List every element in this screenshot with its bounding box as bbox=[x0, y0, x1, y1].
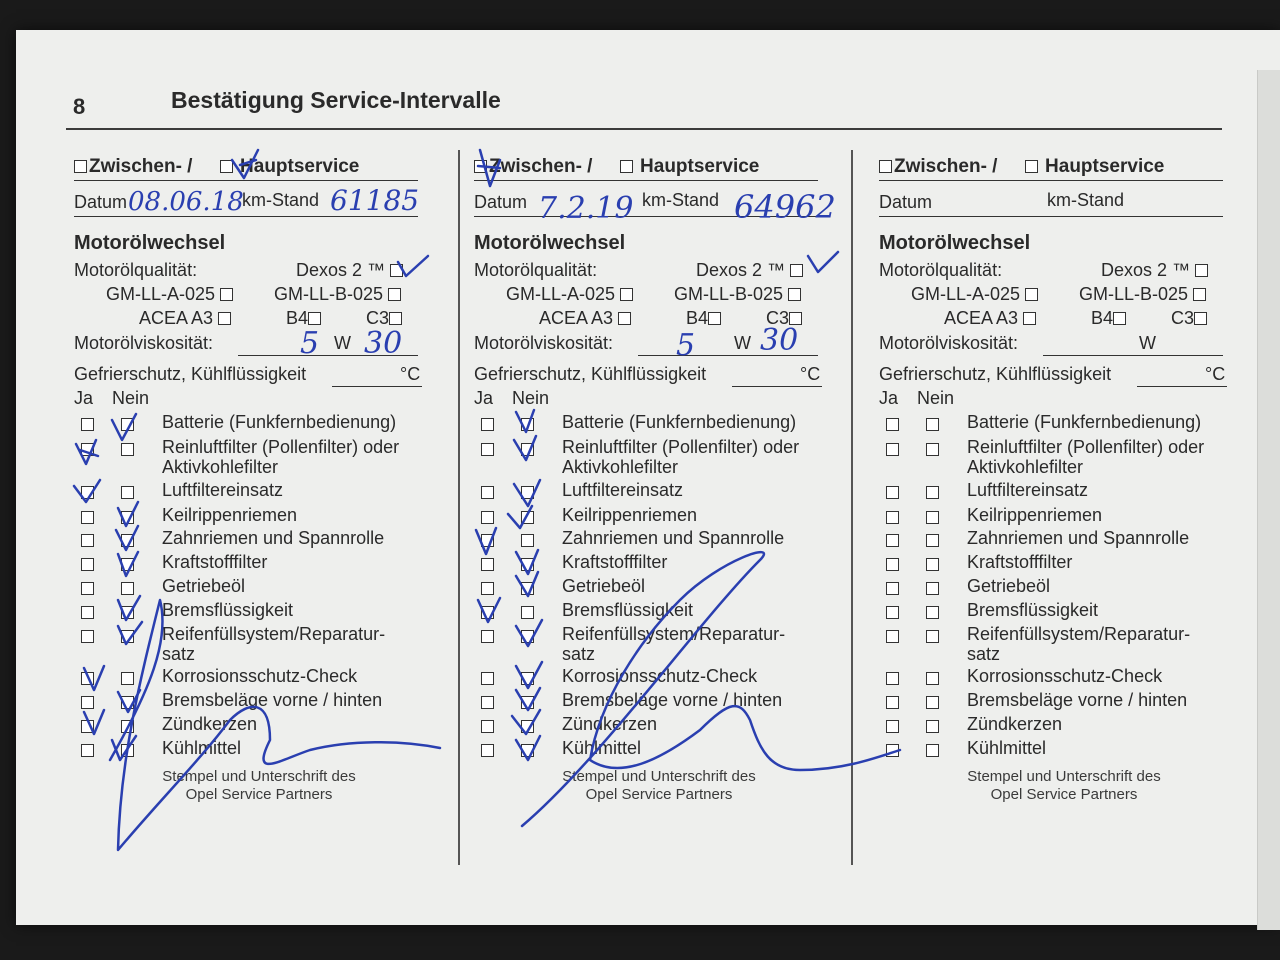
gm-a-label: GM-LL-A-025 bbox=[911, 284, 1021, 304]
antifreeze-line bbox=[332, 386, 422, 387]
item-label-reifenfuellsystem: Reifenfüllsystem/Reparatur- satz bbox=[162, 624, 386, 664]
stamp-caption bbox=[939, 768, 1189, 804]
ja-checkbox-reifenfuellsystem[interactable] bbox=[481, 630, 494, 643]
nein-label: Nein bbox=[112, 388, 150, 408]
antifreeze-line bbox=[1137, 386, 1227, 387]
nein-checkbox-zuendkerzen[interactable] bbox=[121, 720, 134, 733]
item-label-korrosionsschutz: Korrosionsschutz-Check bbox=[562, 666, 758, 686]
dexos-label: Dexos 2 ™ bbox=[296, 260, 386, 280]
dexos-label: Dexos 2 ™ bbox=[1101, 260, 1191, 280]
ja-checkbox-bremsfluessigkeit[interactable] bbox=[81, 606, 94, 619]
nein-checkbox-getriebeoel[interactable] bbox=[121, 582, 134, 595]
item-label-reinluftfilter: Reinluftfilter (Pollenfilter) oder Aktivkohlefilter bbox=[562, 437, 800, 477]
nein-checkbox-keilrippenriemen[interactable] bbox=[926, 511, 939, 524]
b4-checkbox[interactable] bbox=[1113, 312, 1126, 325]
acea-label: ACEA A3 bbox=[539, 308, 614, 328]
ja-checkbox-batterie[interactable] bbox=[81, 418, 94, 431]
hauptservice-checkbox[interactable] bbox=[620, 160, 633, 173]
antifreeze-label: Gefrierschutz, Kühlflüssigkeit bbox=[879, 364, 1112, 384]
nein-checkbox-batterie[interactable] bbox=[521, 418, 534, 431]
ja-checkbox-korrosionsschutz[interactable] bbox=[481, 672, 494, 685]
stamp-line-2: Opel Service Partners bbox=[185, 786, 333, 803]
b4-label: B4 bbox=[1091, 308, 1114, 328]
ink-visc-post-2: 30 bbox=[760, 323, 799, 358]
b4-checkbox[interactable] bbox=[308, 312, 321, 325]
zwischen-checkbox[interactable] bbox=[474, 160, 487, 173]
item-label-kraftstofffilter: Kraftstofffilter bbox=[162, 552, 268, 572]
antifreeze-line bbox=[732, 386, 822, 387]
nein-checkbox-kuehlmittel[interactable] bbox=[926, 744, 939, 757]
c3-checkbox[interactable] bbox=[1194, 312, 1207, 325]
nein-label: Nein bbox=[512, 388, 550, 408]
ink-km-2: 64962 bbox=[734, 188, 836, 226]
datum-label: Datum bbox=[879, 192, 933, 212]
rule bbox=[879, 180, 1223, 181]
datum-label: Datum bbox=[474, 192, 528, 212]
zwischen-checkbox[interactable] bbox=[879, 160, 892, 173]
item-label-bremsbelaege: Bremsbeläge vorne / hinten bbox=[162, 690, 383, 710]
section-title: Motorölwechsel bbox=[74, 232, 226, 254]
antifreeze-label: Gefrierschutz, Kühlflüssigkeit bbox=[474, 364, 707, 384]
rule bbox=[74, 216, 418, 217]
item-label-zuendkerzen: Zündkerzen bbox=[162, 714, 258, 734]
item-label-bremsfluessigkeit: Bremsflüssigkeit bbox=[967, 600, 1099, 620]
item-label-reifenfuellsystem: Reifenfüllsystem/Reparatur- satz bbox=[562, 624, 786, 664]
item-label-reifenfuellsystem: Reifenfüllsystem/Reparatur- satz bbox=[967, 624, 1191, 664]
dexos-checkbox[interactable] bbox=[1195, 264, 1208, 277]
c3-label: C3 bbox=[766, 308, 790, 328]
nein-checkbox-kraftstofffilter[interactable] bbox=[521, 558, 534, 571]
ja-checkbox-kuehlmittel[interactable] bbox=[886, 744, 899, 757]
nein-checkbox-bremsbelaege[interactable] bbox=[521, 696, 534, 709]
gm-b-label: GM-LL-B-025 bbox=[274, 284, 384, 304]
ja-checkbox-luftfiltereinsatz[interactable] bbox=[481, 486, 494, 499]
nein-checkbox-reinluftfilter[interactable] bbox=[521, 443, 534, 456]
nein-checkbox-luftfiltereinsatz[interactable] bbox=[521, 486, 534, 499]
ja-checkbox-bremsbelaege[interactable] bbox=[81, 696, 94, 709]
item-label-luftfiltereinsatz: Luftfiltereinsatz bbox=[967, 480, 1089, 500]
ink-visc-pre-1: 5 bbox=[300, 326, 320, 361]
nein-checkbox-luftfiltereinsatz[interactable] bbox=[121, 486, 134, 499]
hauptservice-label: Hauptservice bbox=[240, 156, 360, 177]
rule bbox=[474, 180, 818, 181]
section-title: Motorölwechsel bbox=[879, 232, 1031, 254]
service-type-row bbox=[474, 156, 759, 178]
gm-a-checkbox[interactable] bbox=[1025, 288, 1038, 301]
ja-checkbox-bremsfluessigkeit[interactable] bbox=[886, 606, 899, 619]
nein-checkbox-reinluftfilter[interactable] bbox=[121, 443, 134, 456]
km-label: km-Stand bbox=[1047, 190, 1125, 210]
ja-checkbox-keilrippenriemen[interactable] bbox=[81, 511, 94, 524]
rule bbox=[879, 216, 1223, 217]
item-label-kraftstofffilter: Kraftstofffilter bbox=[562, 552, 668, 572]
ja-checkbox-korrosionsschutz[interactable] bbox=[886, 672, 899, 685]
nein-checkbox-getriebeoel[interactable] bbox=[926, 582, 939, 595]
stamp-caption bbox=[534, 768, 784, 804]
ja-checkbox-getriebeoel[interactable] bbox=[886, 582, 899, 595]
nein-checkbox-bremsbelaege[interactable] bbox=[926, 696, 939, 709]
gm-b-checkbox[interactable] bbox=[788, 288, 801, 301]
nein-checkbox-korrosionsschutz[interactable] bbox=[521, 672, 534, 685]
ja-checkbox-kuehlmittel[interactable] bbox=[481, 744, 494, 757]
celsius-label: °C bbox=[400, 364, 421, 384]
ja-label: Ja bbox=[474, 388, 494, 408]
ja-checkbox-zahnriemen[interactable] bbox=[81, 534, 94, 547]
service-column-2 bbox=[474, 150, 826, 865]
item-label-luftfiltereinsatz: Luftfiltereinsatz bbox=[562, 480, 684, 500]
nein-checkbox-zahnriemen[interactable] bbox=[926, 534, 939, 547]
ja-checkbox-kraftstofffilter[interactable] bbox=[481, 558, 494, 571]
item-label-kuehlmittel: Kühlmittel bbox=[162, 738, 242, 758]
item-label-kuehlmittel: Kühlmittel bbox=[562, 738, 642, 758]
nein-checkbox-bremsfluessigkeit[interactable] bbox=[926, 606, 939, 619]
ink-km-1: 61185 bbox=[330, 184, 420, 217]
item-label-bremsfluessigkeit: Bremsflüssigkeit bbox=[562, 600, 694, 620]
ja-checkbox-batterie[interactable] bbox=[886, 418, 899, 431]
ja-checkbox-bremsbelaege[interactable] bbox=[886, 696, 899, 709]
gm-b-checkbox[interactable] bbox=[388, 288, 401, 301]
ja-checkbox-luftfiltereinsatz[interactable] bbox=[81, 486, 94, 499]
item-label-reinluftfilter: Reinluftfilter (Pollenfilter) oder Aktivkohlefilter bbox=[967, 437, 1205, 477]
c3-checkbox[interactable] bbox=[389, 312, 402, 325]
nein-checkbox-korrosionsschutz[interactable] bbox=[926, 672, 939, 685]
zwischen-checkbox[interactable] bbox=[74, 160, 87, 173]
stamp-line-1: Stempel und Unterschrift des bbox=[562, 768, 756, 785]
ja-checkbox-kraftstofffilter[interactable] bbox=[81, 558, 94, 571]
quality-label: Motorölqualität: bbox=[74, 260, 198, 280]
ink-datum-1: 08.06.18 bbox=[128, 187, 244, 217]
gm-a-checkbox[interactable] bbox=[220, 288, 233, 301]
viscosity-label: Motorölviskosität: bbox=[879, 333, 1019, 353]
item-label-keilrippenriemen: Keilrippenriemen bbox=[967, 505, 1103, 525]
ink-visc-pre-2: 5 bbox=[676, 328, 696, 363]
page-number: 8 bbox=[73, 94, 86, 119]
ja-checkbox-korrosionsschutz[interactable] bbox=[81, 672, 94, 685]
gm-a-label: GM-LL-A-025 bbox=[506, 284, 616, 304]
item-label-keilrippenriemen: Keilrippenriemen bbox=[162, 505, 298, 525]
nein-checkbox-bremsfluessigkeit[interactable] bbox=[521, 606, 534, 619]
acea-checkbox[interactable] bbox=[618, 312, 631, 325]
ja-checkbox-zahnriemen[interactable] bbox=[886, 534, 899, 547]
item-label-getriebeoel: Getriebeöl bbox=[562, 576, 646, 596]
viscosity-label: Motorölviskosität: bbox=[474, 333, 614, 353]
item-label-luftfiltereinsatz: Luftfiltereinsatz bbox=[162, 480, 284, 500]
item-label-zahnriemen: Zahnriemen und Spannrolle bbox=[162, 528, 385, 548]
nein-checkbox-reifenfuellsystem[interactable] bbox=[521, 630, 534, 643]
ja-checkbox-reifenfuellsystem[interactable] bbox=[81, 630, 94, 643]
ja-checkbox-zuendkerzen[interactable] bbox=[481, 720, 494, 733]
zwischen-label: Zwischen- / bbox=[489, 156, 593, 177]
item-label-batterie: Batterie (Funkfernbedienung) bbox=[162, 412, 397, 432]
service-type-row bbox=[74, 156, 359, 178]
rule bbox=[74, 180, 418, 181]
dexos-label: Dexos 2 ™ bbox=[696, 260, 786, 280]
item-label-zuendkerzen: Zündkerzen bbox=[562, 714, 658, 734]
hauptservice-checkbox[interactable] bbox=[220, 160, 233, 173]
nein-checkbox-kuehlmittel[interactable] bbox=[121, 744, 134, 757]
service-type-row bbox=[879, 156, 1164, 178]
celsius-label: °C bbox=[1205, 364, 1226, 384]
column-divider bbox=[851, 150, 853, 865]
item-label-kuehlmittel: Kühlmittel bbox=[967, 738, 1047, 758]
item-label-keilrippenriemen: Keilrippenriemen bbox=[562, 505, 698, 525]
gm-a-checkbox[interactable] bbox=[620, 288, 633, 301]
viscosity-line bbox=[638, 355, 818, 356]
nein-checkbox-korrosionsschutz[interactable] bbox=[121, 672, 134, 685]
antifreeze-label: Gefrierschutz, Kühlflüssigkeit bbox=[74, 364, 307, 384]
b4-checkbox[interactable] bbox=[708, 312, 721, 325]
item-label-reinluftfilter: Reinluftfilter (Pollenfilter) oder Aktivkohlefilter bbox=[162, 437, 400, 477]
nein-checkbox-keilrippenriemen[interactable] bbox=[521, 511, 534, 524]
nein-checkbox-reinluftfilter[interactable] bbox=[926, 443, 939, 456]
page-edge bbox=[1257, 70, 1280, 930]
nein-checkbox-zuendkerzen[interactable] bbox=[521, 720, 534, 733]
stamp-line-1: Stempel und Unterschrift des bbox=[967, 768, 1161, 785]
stamp-line-2: Opel Service Partners bbox=[990, 786, 1138, 803]
service-column-3 bbox=[879, 150, 1231, 865]
km-label: km-Stand bbox=[642, 190, 720, 210]
page-title: Bestätigung Service-Intervalle bbox=[171, 87, 501, 113]
c3-checkbox[interactable] bbox=[789, 312, 802, 325]
acea-checkbox[interactable] bbox=[1023, 312, 1036, 325]
ja-checkbox-reinluftfilter[interactable] bbox=[886, 443, 899, 456]
ja-checkbox-luftfiltereinsatz[interactable] bbox=[886, 486, 899, 499]
zwischen-label: Zwischen- / bbox=[894, 156, 998, 177]
item-label-zuendkerzen: Zündkerzen bbox=[967, 714, 1063, 734]
ja-checkbox-zuendkerzen[interactable] bbox=[886, 720, 899, 733]
ja-checkbox-reifenfuellsystem[interactable] bbox=[886, 630, 899, 643]
celsius-label: °C bbox=[800, 364, 821, 384]
item-label-batterie: Batterie (Funkfernbedienung) bbox=[562, 412, 797, 432]
viscosity-line bbox=[1043, 355, 1223, 356]
gm-a-label: GM-LL-A-025 bbox=[106, 284, 216, 304]
item-label-bremsbelaege: Bremsbeläge vorne / hinten bbox=[562, 690, 783, 710]
acea-checkbox[interactable] bbox=[218, 312, 231, 325]
c3-label: C3 bbox=[1171, 308, 1195, 328]
zwischen-label: Zwischen- / bbox=[89, 156, 193, 177]
ja-checkbox-kraftstofffilter[interactable] bbox=[886, 558, 899, 571]
ja-checkbox-keilrippenriemen[interactable] bbox=[886, 511, 899, 524]
ja-checkbox-reinluftfilter[interactable] bbox=[81, 443, 94, 456]
hauptservice-label: Hauptservice bbox=[640, 156, 760, 177]
ja-checkbox-getriebeoel[interactable] bbox=[81, 582, 94, 595]
ja-label: Ja bbox=[74, 388, 94, 408]
hauptservice-label: Hauptservice bbox=[1045, 156, 1165, 177]
ja-checkbox-kuehlmittel[interactable] bbox=[81, 744, 94, 757]
item-label-zahnriemen: Zahnriemen und Spannrolle bbox=[562, 528, 785, 548]
section-title: Motorölwechsel bbox=[474, 232, 626, 254]
viscosity-line bbox=[238, 355, 418, 356]
viscosity-w: W bbox=[734, 333, 751, 353]
nein-checkbox-zuendkerzen[interactable] bbox=[926, 720, 939, 733]
nein-checkbox-kuehlmittel[interactable] bbox=[521, 744, 534, 757]
item-label-korrosionsschutz: Korrosionsschutz-Check bbox=[967, 666, 1163, 686]
quality-label: Motorölqualität: bbox=[879, 260, 1003, 280]
item-label-getriebeoel: Getriebeöl bbox=[967, 576, 1051, 596]
item-label-bremsfluessigkeit: Bremsflüssigkeit bbox=[162, 600, 294, 620]
item-label-zahnriemen: Zahnriemen und Spannrolle bbox=[967, 528, 1190, 548]
title-rule bbox=[66, 128, 1222, 130]
nein-checkbox-zahnriemen[interactable] bbox=[121, 534, 134, 547]
item-label-batterie: Batterie (Funkfernbedienung) bbox=[967, 412, 1202, 432]
nein-checkbox-luftfiltereinsatz[interactable] bbox=[926, 486, 939, 499]
ja-checkbox-zuendkerzen[interactable] bbox=[81, 720, 94, 733]
datum-label: Datum bbox=[74, 192, 128, 212]
viscosity-label: Motorölviskosität: bbox=[74, 333, 214, 353]
hauptservice-checkbox[interactable] bbox=[1025, 160, 1038, 173]
km-label: km-Stand bbox=[242, 190, 320, 210]
nein-checkbox-zahnriemen[interactable] bbox=[521, 534, 534, 547]
dexos-checkbox[interactable] bbox=[390, 264, 403, 277]
nein-checkbox-bremsfluessigkeit[interactable] bbox=[121, 606, 134, 619]
nein-checkbox-kraftstofffilter[interactable] bbox=[121, 558, 134, 571]
ja-label: Ja bbox=[879, 388, 899, 408]
nein-checkbox-reifenfuellsystem[interactable] bbox=[926, 630, 939, 643]
stamp-line-2: Opel Service Partners bbox=[585, 786, 733, 803]
service-column-1 bbox=[74, 150, 426, 865]
item-label-getriebeoel: Getriebeöl bbox=[162, 576, 246, 596]
stamp-line-1: Stempel und Unterschrift des bbox=[162, 768, 356, 785]
acea-label: ACEA A3 bbox=[139, 308, 214, 328]
ja-checkbox-getriebeoel[interactable] bbox=[481, 582, 494, 595]
item-label-bremsbelaege: Bremsbeläge vorne / hinten bbox=[967, 690, 1188, 710]
ja-checkbox-bremsfluessigkeit[interactable] bbox=[481, 606, 494, 619]
nein-checkbox-batterie[interactable] bbox=[926, 418, 939, 431]
nein-checkbox-reifenfuellsystem[interactable] bbox=[121, 630, 134, 643]
nein-checkbox-kraftstofffilter[interactable] bbox=[926, 558, 939, 571]
ja-checkbox-keilrippenriemen[interactable] bbox=[481, 511, 494, 524]
ja-checkbox-bremsbelaege[interactable] bbox=[481, 696, 494, 709]
b4-label: B4 bbox=[286, 308, 309, 328]
rule bbox=[474, 216, 818, 217]
ja-checkbox-batterie[interactable] bbox=[481, 418, 494, 431]
ink-datum-2: 7.2.19 bbox=[538, 191, 634, 226]
dexos-checkbox[interactable] bbox=[790, 264, 803, 277]
ink-visc-post-1: 30 bbox=[364, 326, 403, 361]
nein-checkbox-bremsbelaege[interactable] bbox=[121, 696, 134, 709]
viscosity-w: W bbox=[1139, 333, 1156, 353]
stamp-caption bbox=[134, 768, 384, 804]
quality-label: Motorölqualität: bbox=[474, 260, 598, 280]
nein-checkbox-batterie[interactable] bbox=[121, 418, 134, 431]
c3-label: C3 bbox=[366, 308, 390, 328]
item-label-korrosionsschutz: Korrosionsschutz-Check bbox=[162, 666, 358, 686]
ja-checkbox-reinluftfilter[interactable] bbox=[481, 443, 494, 456]
ja-checkbox-zahnriemen[interactable] bbox=[481, 534, 494, 547]
acea-label: ACEA A3 bbox=[944, 308, 1019, 328]
gm-b-label: GM-LL-B-025 bbox=[674, 284, 784, 304]
nein-checkbox-getriebeoel[interactable] bbox=[521, 582, 534, 595]
b4-label: B4 bbox=[686, 308, 709, 328]
nein-label: Nein bbox=[917, 388, 955, 408]
column-divider bbox=[458, 150, 460, 865]
viscosity-w: W bbox=[334, 333, 351, 353]
nein-checkbox-keilrippenriemen[interactable] bbox=[121, 511, 134, 524]
item-label-kraftstofffilter: Kraftstofffilter bbox=[967, 552, 1073, 572]
gm-b-checkbox[interactable] bbox=[1193, 288, 1206, 301]
gm-b-label: GM-LL-B-025 bbox=[1079, 284, 1189, 304]
